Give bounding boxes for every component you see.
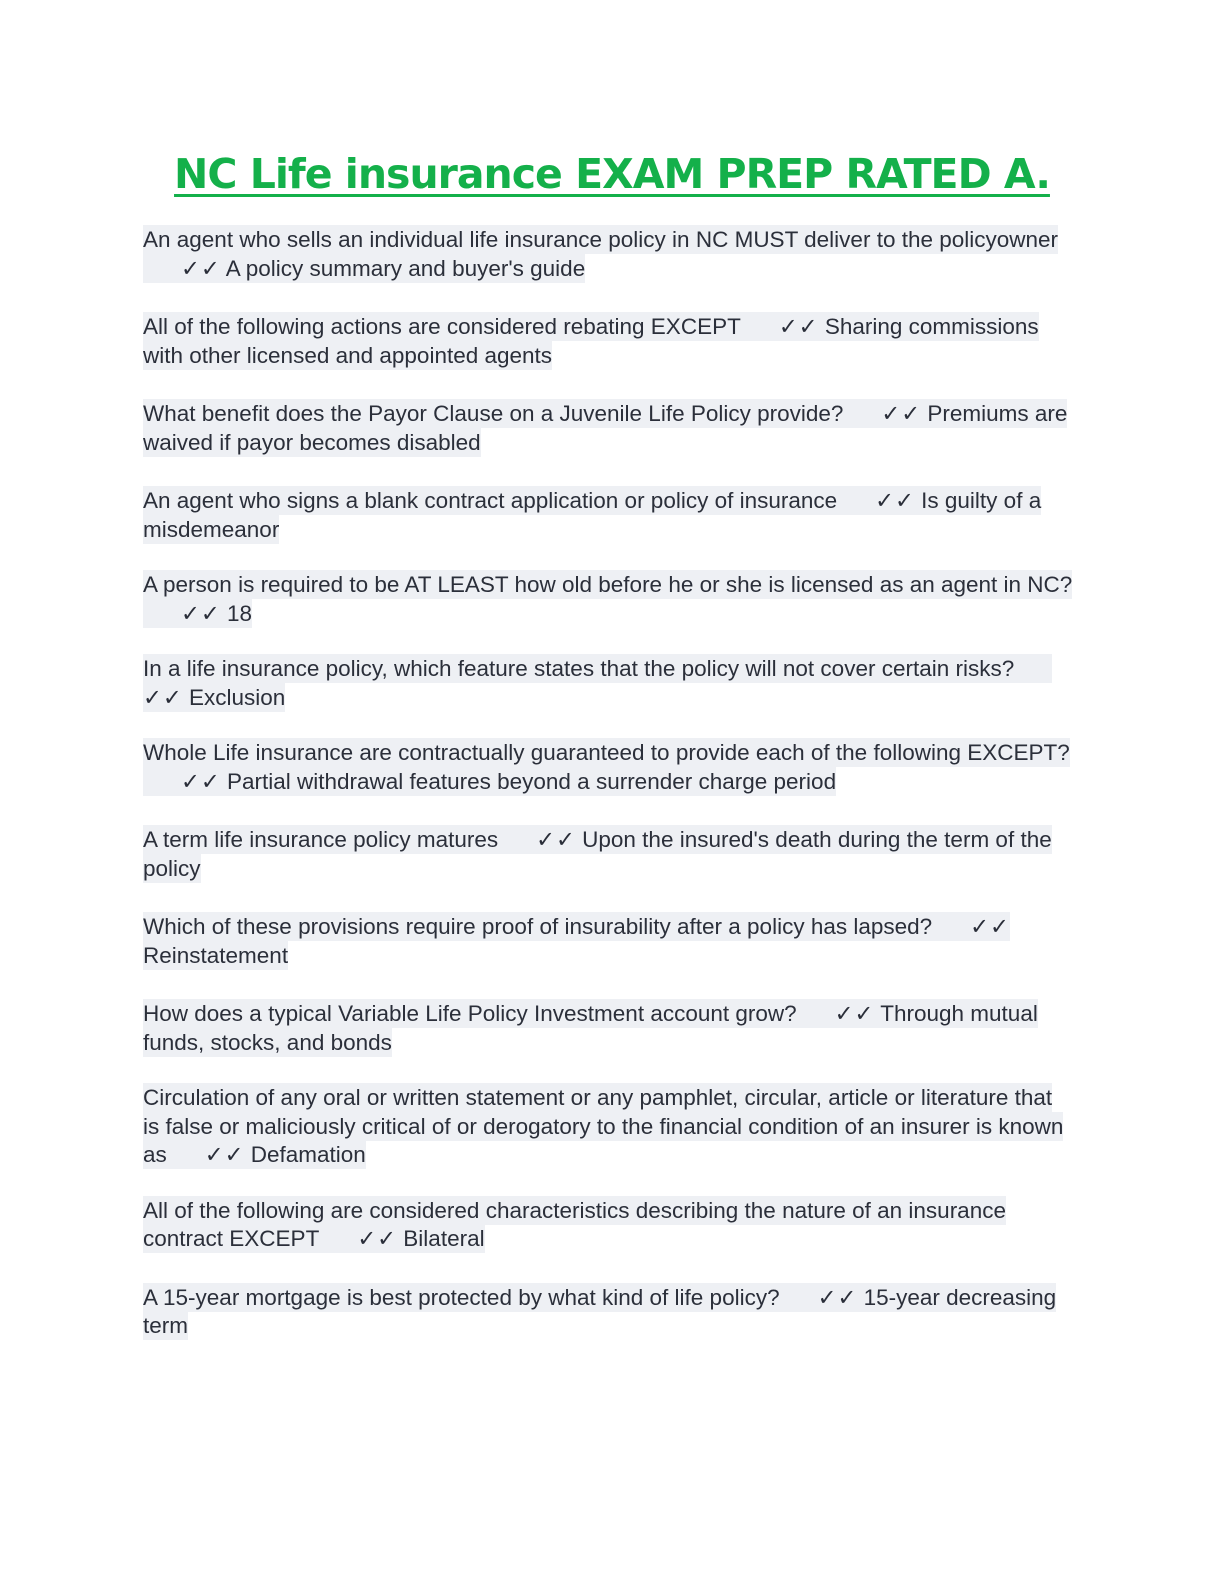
question-text: Circulation of any oral or written statement or any pamphlet, circular, article or literature that is false or maliciously critical of or derogatory to the financial condition of an insurer is known as — [143, 1085, 1064, 1167]
qa-item — [143, 571, 1073, 628]
qa-item — [143, 826, 1073, 883]
question-text: An agent who signs a blank contract application or policy of insurance — [143, 488, 838, 513]
qa-item — [143, 226, 1073, 283]
question-text: A term life insurance policy matures — [143, 827, 499, 852]
answer-text: A policy summary and buyer's guide — [225, 255, 586, 281]
check-icon: ✓✓ — [817, 1284, 858, 1310]
check-icon: ✓✓ — [181, 255, 221, 281]
answer-text: Exclusion — [188, 684, 286, 710]
qa-item — [143, 1000, 1073, 1057]
qa-list — [143, 226, 1083, 1341]
answer-text: Through mutual funds, stocks, and bonds — [143, 1001, 1038, 1055]
check-icon: ✓✓ — [181, 600, 221, 626]
check-icon: ✓✓ — [143, 684, 183, 710]
qa-item — [143, 313, 1073, 370]
question-text: A person is required to be AT LEAST how old before he or she is licensed as an agent in NC? — [143, 572, 1073, 597]
check-icon: ✓✓ — [875, 488, 915, 513]
qa-item — [143, 400, 1073, 457]
qa-item — [143, 655, 1073, 712]
answer-text: Bilateral — [403, 1226, 485, 1251]
answer-text: Partial withdrawal features beyond a surrender charge period — [226, 768, 837, 794]
check-icon: ✓✓ — [181, 768, 221, 794]
question-text: An agent who sells an individual life insurance policy in NC MUST deliver to the policyowner — [143, 227, 1059, 252]
check-icon: ✓✓ — [778, 314, 819, 339]
answer-text: Is guilty of a misdemeanor — [143, 488, 1042, 542]
qa-item — [143, 1284, 1073, 1341]
check-icon: ✓✓ — [970, 914, 1010, 939]
qa-item — [143, 739, 1073, 796]
answer-text: 15-year decreasing term — [143, 1284, 1057, 1338]
page-title: NC Life insurance EXAM PREP RATED A. — [174, 150, 1050, 198]
qa-item — [143, 1197, 1073, 1254]
check-icon: ✓✓ — [536, 827, 576, 852]
question-text: All of the following are considered characteristics describing the nature of an insurance contract EXCEPT — [143, 1197, 1006, 1251]
check-icon: ✓✓ — [204, 1142, 245, 1167]
question-text: A 15-year mortgage is best protected by what kind of life policy? — [143, 1284, 780, 1310]
answer-text: Defamation — [250, 1142, 366, 1167]
check-icon: ✓✓ — [357, 1226, 398, 1251]
question-text: In a life insurance policy, which feature states that the policy will not cover certain risks? — [143, 656, 1015, 681]
question-text: How does a typical Variable Life Policy Investment account grow? — [143, 1001, 797, 1026]
answer-text: 18 — [226, 600, 253, 626]
answer-text: Premiums are waived if payor becomes disabled — [143, 401, 1068, 455]
qa-item — [143, 1084, 1073, 1170]
question-text: Whole Life insurance are contractually guaranteed to provide each of the following EXCEPT? — [143, 740, 1070, 765]
answer-text: Reinstatement — [143, 942, 289, 968]
qa-item — [143, 487, 1073, 544]
question-text: Which of these provisions require proof of insurability after a policy has lapsed? — [143, 914, 933, 939]
answer-text: Sharing commissions with other licensed and appointed agents — [143, 314, 1039, 368]
check-icon: ✓✓ — [834, 1001, 875, 1026]
qa-item — [143, 913, 1073, 970]
check-icon: ✓✓ — [881, 401, 922, 426]
answer-text: Upon the insured's death during the term of the policy — [143, 827, 1052, 881]
question-text: What benefit does the Payor Clause on a Juvenile Life Policy provide? — [143, 401, 844, 426]
question-text: All of the following actions are considered rebating EXCEPT — [143, 314, 741, 339]
